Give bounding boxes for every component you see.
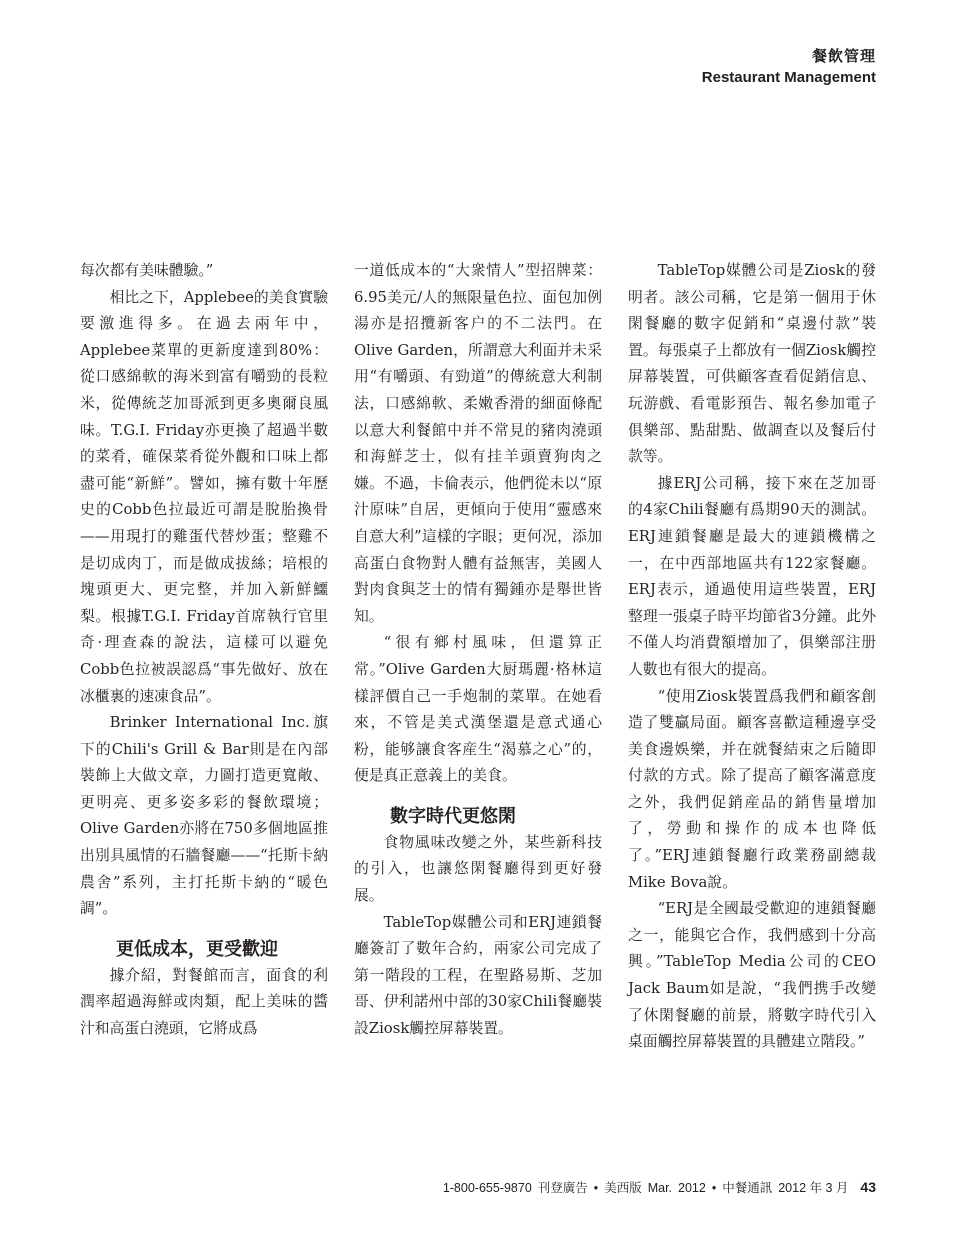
paragraph: Brinker International Inc.旗下的Chili's Grill & Bar則是在內部裝飾上大做文章，力圖打造更寬敞、更明亮、更多姿多彩的餐飲環境；Olive Garden亦將在750多個地區推出別具風情的石牆餐廳——“托斯卡納農舍”系列，主打托斯卡納的“暖色調”。	[80, 714, 328, 918]
section-title-english: Restaurant Management	[701, 69, 876, 86]
page-footer	[443, 1178, 876, 1196]
paragraph: 據介紹，對餐館而言，面食的利潤率超過海鮮或肉類，配上美味的醬汁和高蛋白澆頭，它將成爲	[80, 966, 328, 1038]
paragraph: 每次都有美味體驗。”	[80, 262, 214, 279]
paragraph: 食物風味改變之外，某些新科技的引入，也讓悠閑餐廳得到更好發展。	[354, 833, 602, 905]
paragraph: “使用Ziosk裝置爲我們和顧客創造了雙贏局面。顧客喜歡這種邊享受美食邊娛樂，并在就餐結束之后隨即付款的方式。除了提高了顧客滿意度之外，我們促銷産品的銷售量增加了，勞動和操作的成本也降低了。”ERJ連鎖餐廳行政業務副總裁Mike Bova說。	[628, 687, 876, 891]
subheading-digital-era: 數字時代更悠閑	[390, 805, 516, 827]
paragraph: 據ERJ公司稱，接下來在芝加哥的4家Chili餐廳有爲期90天的測試。ERJ連鎖餐廳是最大的連鎖機構之一，在中西部地區共有122家餐廳。ERJ表示，通過使用這些裝置，ERJ整理一張桌子時平均節省3分鐘。此外不僅人均消費額增加了，俱樂部注册人數也有很大的提高。	[628, 474, 876, 678]
paragraph: TableTop媒體公司是Ziosk的發明者。該公司稱，它是第一個用于休閑餐廳的數字促銷和“桌邊付款”裝置。每張桌子上都放有一個Ziosk觸控屏幕裝置，可供顧客查看促銷信息、玩游戲、看電影預告、報名參加電子俱樂部、點甜點、做調查以及餐后付款等。	[628, 262, 876, 466]
bullet-separator: •	[711, 1181, 717, 1195]
article-column-1	[80, 258, 328, 1043]
bullet-separator: •	[593, 1181, 599, 1195]
paragraph: 相比之下，Applebee的美食實驗要激進得多。在過去兩年中，Applebee菜單的更新度達到80%：從口感綿軟的海米到富有嚼勁的長粒米，從傳統芝加哥派到更多奧爾良風味。T.G.I. Friday亦更換了超過半數的菜肴，確保菜肴從外觀和口味上都盡可能“新鮮”。譬如，擁有數十年歷史的Cobb色拉最近可謂是脫胎換骨——用現打的雞蛋代替炒蛋；整雞不是切成肉丁，而是做成拔絲；培根的塊頭更大、更完整，并加入新鮮鱷梨。根據T.G.I. Friday首席執行官里奇·理查森的說法，這樣可以避免Cobb色拉被誤認爲“事先做好、放在冰櫃裏的速凍食品”。	[80, 288, 328, 705]
paragraph: “很有鄉村風味，但還算正常。”Olive Garden大厨瑪麗·格林這樣評價自己一手炮制的菜單。在她看來，不管是美式漢堡還是意式通心粉，能够讓食客産生“渴慕之心”的，便是真正意義上的美食。	[354, 634, 602, 785]
article-column-2	[354, 258, 602, 1043]
section-header	[702, 46, 876, 88]
subheading-lower-cost: 更低成本，更受歡迎	[116, 938, 278, 960]
advertising-phone: 1-800-655-9870	[442, 1181, 532, 1195]
advertising-label: 刊登廣告	[537, 1181, 588, 1195]
section-title-chinese: 餐飲管理	[811, 47, 876, 65]
page-number: 43	[860, 1179, 876, 1195]
magazine-name: 中餐通訊	[722, 1181, 773, 1195]
issue-date-chinese: 2012 年 3 月	[778, 1181, 849, 1195]
edition-label: 美西版	[604, 1181, 642, 1195]
issue-year: 2012	[678, 1181, 706, 1195]
issue-month: Mar.	[647, 1181, 673, 1195]
paragraph: 一道低成本的“大衆情人”型招牌菜：6.95美元/人的無限量色拉、面包加例湯亦是招攬新客户的不二法門。在Olive Garden，所謂意大利面并未采用“有嚼頭、有勁道”的傳統意大利制法，口感綿軟、柔嫩香滑的細面條配以意大利餐館中并不常見的豬肉澆頭和海鮮芝士，似有挂羊頭賣狗肉之嫌。不過，卡倫表示，他們從未以“原汁原味”自居，更傾向于使用“靈感來自意大利”這樣的字眼；更何况，添加高蛋白食物對人體有益無害，美國人對肉食與芝士的情有獨鍾亦是舉世皆知。	[354, 262, 602, 625]
paragraph: TableTop媒體公司和ERJ連鎖餐廳簽訂了數年合約，兩家公司完成了第一階段的工程，在聖路易斯、芝加哥、伊利諾州中部的30家Chili餐廳裝設Ziosk觸控屏幕裝置。	[354, 913, 602, 1038]
paragraph: “ERJ是全國最受歡迎的連鎖餐廳之一，能與它合作，我們感到十分高興。”TableTop Media公司的CEO Jack Baum如是說，“我們携手改變了休閑餐廳的前景，將數字時代引入桌面觸控屏幕裝置的具體建立階段。”	[628, 900, 876, 1051]
article-column-3	[628, 258, 876, 1056]
